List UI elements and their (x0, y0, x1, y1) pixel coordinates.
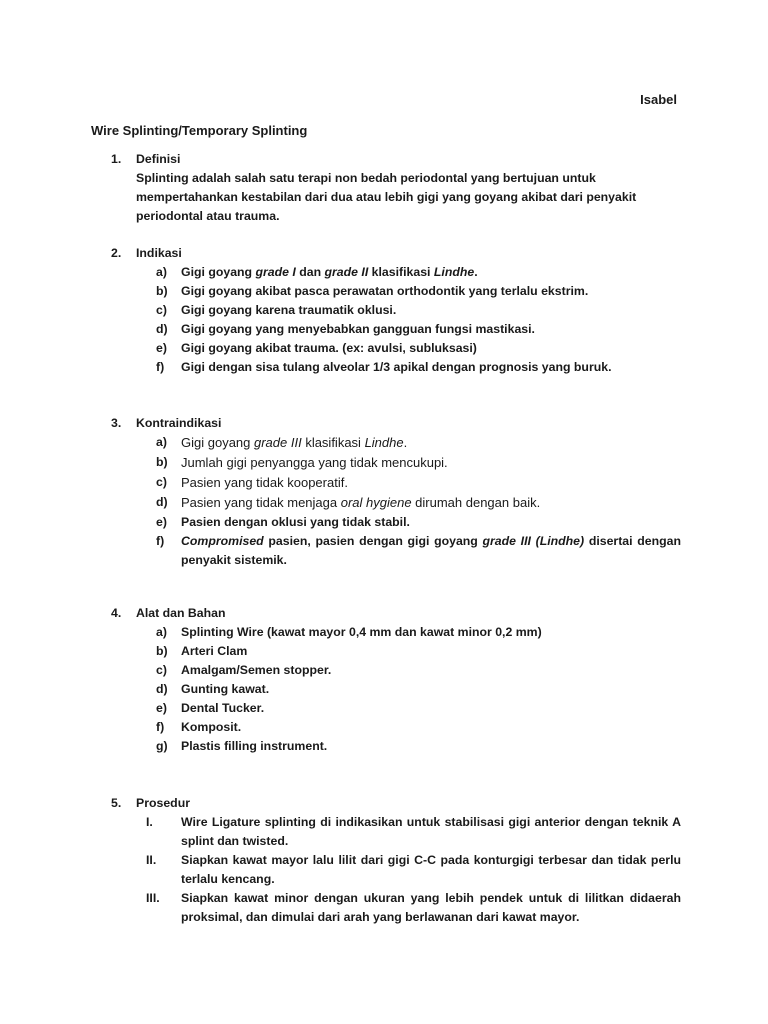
item-label: c) (156, 303, 167, 317)
item-label: f) (156, 534, 165, 548)
item-label: f) (156, 720, 165, 734)
list-item (156, 453, 681, 473)
contraindication-list (156, 433, 681, 570)
indication-list (156, 263, 681, 377)
item-text: Gigi goyang yang menyebabkan gangguan fungsi mastikasi. (181, 322, 535, 336)
item-label: b) (156, 644, 168, 658)
item-label: II. (146, 853, 157, 867)
list-item (156, 301, 681, 320)
item-text: . (474, 265, 478, 279)
item-italic: Lindhe (433, 265, 475, 279)
list-item (156, 320, 681, 339)
item-label: g) (156, 739, 168, 753)
item-label: a) (156, 265, 167, 279)
item-label: b) (156, 455, 168, 469)
item-label: e) (156, 701, 167, 715)
item-italic: grade I (255, 265, 296, 279)
item-text: Pasien yang tidak menjaga (181, 495, 341, 510)
item-text: Wire Ligature splinting di indikasikan untuk stabilisasi gigi anterior dengan teknik A splint dan twisted. (181, 815, 681, 848)
list-item (156, 718, 681, 737)
list-item (156, 737, 681, 756)
item-text: Gigi goyang (181, 265, 256, 279)
item-text: Gigi dengan sisa tulang alveolar 1/3 apikal dengan prognosis yang buruk. (181, 360, 612, 374)
item-text: Jumlah gigi penyangga yang tidak mencukupi. (181, 455, 448, 470)
section-number: 5. (111, 796, 122, 810)
item-text: Arteri Clam (181, 644, 248, 658)
section-heading: Kontraindikasi (136, 416, 222, 430)
list-item (156, 642, 681, 661)
list-item (146, 851, 681, 889)
list-item (146, 813, 681, 851)
item-text: Plastis filling instrument. (181, 739, 328, 753)
item-text: Gigi goyang karena traumatik oklusi. (181, 303, 397, 317)
item-text: Siapkan kawat minor dengan ukuran yang lebih pendek untuk di lilitkan didaerah proksimal, dan dimulai dari arah yang berlawanan dari kawat mayor. (181, 891, 681, 924)
item-label: I. (146, 815, 153, 829)
section-heading: Definisi (136, 152, 181, 166)
item-label: a) (156, 625, 167, 639)
section-number: 1. (111, 152, 122, 166)
item-italic: Compromised (181, 534, 264, 548)
item-text: . (403, 435, 408, 450)
item-text: klasifikasi (368, 265, 434, 279)
item-italic: grade III (254, 435, 302, 450)
list-item (156, 532, 681, 570)
list-item (156, 263, 681, 282)
list-item (156, 493, 681, 513)
list-item (156, 661, 681, 680)
section-number: 2. (111, 246, 122, 260)
item-italic: grade III (Lindhe) (482, 534, 585, 548)
document-title: Wire Splinting/Temporary Splinting (91, 123, 308, 138)
list-item (156, 513, 681, 532)
item-text: Gunting kawat. (181, 682, 270, 696)
tools-list (156, 623, 681, 756)
item-label: e) (156, 515, 167, 529)
item-text: Gigi goyang akibat trauma. (ex: avulsi, subluksasi) (181, 341, 477, 355)
item-label: III. (146, 891, 160, 905)
item-label: d) (156, 495, 168, 509)
item-text: klasifikasi (301, 435, 365, 450)
item-italic: oral hygiene (340, 495, 412, 510)
item-text: Komposit. (181, 720, 242, 734)
item-text: Siapkan kawat mayor lalu lilit dari gigi C-C pada konturgigi terbesar dan tidak perlu terlalu kencang. (181, 853, 681, 886)
item-label: c) (156, 663, 167, 677)
item-text: Gigi goyang (181, 435, 254, 450)
section-heading: Indikasi (136, 246, 182, 260)
section-heading: Alat dan Bahan (136, 606, 226, 620)
list-item (146, 889, 681, 927)
list-item (156, 358, 681, 377)
item-label: b) (156, 284, 168, 298)
section-heading: Prosedur (136, 796, 190, 810)
item-text: dan (295, 265, 325, 279)
item-text: Pasien yang tidak kooperatif. (181, 475, 348, 490)
list-item (156, 339, 681, 358)
section-number: 4. (111, 606, 122, 620)
item-label: f) (156, 360, 165, 374)
list-item (156, 680, 681, 699)
item-italic: Lindhe (364, 435, 404, 450)
item-label: d) (156, 682, 168, 696)
item-text: pasien, pasien dengan gigi goyang (263, 534, 483, 548)
item-text: Splinting Wire (kawat mayor 0,4 mm dan kawat minor 0,2 mm) (181, 625, 542, 639)
list-item (156, 282, 681, 301)
item-text: Gigi goyang akibat pasca perawatan orthodontik yang terlalu ekstrim. (181, 284, 589, 298)
section-number: 3. (111, 416, 122, 430)
author-name: Isabel (640, 92, 677, 107)
item-label: e) (156, 341, 167, 355)
list-item (156, 433, 681, 453)
item-text: dirumah dengan baik. (411, 495, 541, 510)
item-text: disertai dengan penyakit sistemik. (181, 534, 681, 567)
item-text: Pasien dengan oklusi yang tidak stabil. (181, 515, 410, 529)
item-text: Dental Tucker. (181, 701, 265, 715)
item-italic: grade II (324, 265, 369, 279)
item-label: c) (156, 475, 167, 489)
item-text: Amalgam/Semen stopper. (181, 663, 332, 677)
procedure-list (146, 813, 681, 927)
item-label: a) (156, 435, 167, 449)
list-item (156, 699, 681, 718)
list-item (156, 473, 681, 493)
definition-paragraph: Splinting adalah salah satu terapi non bedah periodontal yang bertujuan untuk mempertahankan kestabilan dari dua atau lebih gigi yang goyang akibat dari penyakit periodontal atau trauma. (136, 171, 637, 223)
item-label: d) (156, 322, 168, 336)
list-item (156, 623, 681, 642)
